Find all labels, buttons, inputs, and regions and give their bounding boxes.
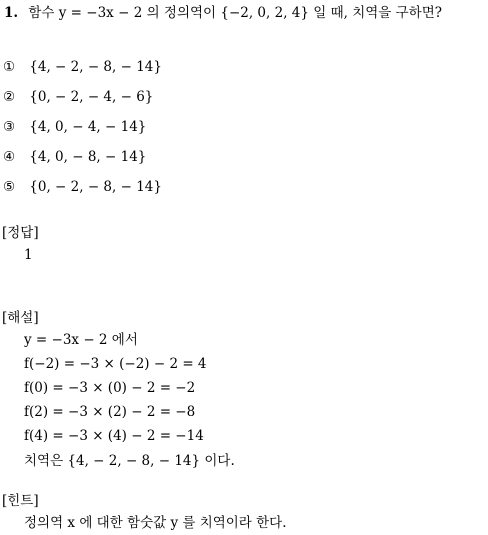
explanation-line-6: 치역은 {4, − 2, − 8, − 14} 이다. [24,453,235,469]
choice-1-text: {4, − 2, − 8, − 14} [29,59,162,75]
choice-4-mark: ④ [3,149,16,165]
question-number: 1. [4,5,19,21]
explanation-heading: [해설] [2,310,39,326]
answer-value: 1 [24,247,33,263]
choice-3[interactable] [3,117,146,137]
hint-text: 정의역 x 에 대한 함숫값 y 를 치역이라 한다. [24,515,287,531]
choice-1-mark: ① [3,59,16,75]
question-text: 함수 y = −3x − 2 의 정의역이 {−2, 0, 2, 4} 일 때, 치역을 구하면? [28,5,442,21]
choice-4[interactable] [3,147,146,167]
choice-5-mark: ⑤ [3,179,16,195]
explanation-line-1: y = −3x − 2 에서 [24,332,138,348]
choice-2-mark: ② [3,89,16,105]
choice-3-text: {4, 0, − 4, − 14} [29,119,147,135]
choice-1[interactable] [3,57,162,77]
choice-2-text: {0, − 2, − 4, − 6} [29,89,154,105]
choice-4-text: {4, 0, − 8, − 14} [29,149,147,165]
explanation-line-5: f(4) = −3 × (4) − 2 = −14 [24,428,204,444]
hint-heading: [힌트] [2,493,39,509]
choice-5-text: {0, − 2, − 8, − 14} [29,179,162,195]
explanation-line-3: f(0) = −3 × (0) − 2 = −2 [24,380,196,396]
choice-3-mark: ③ [3,119,16,135]
choice-2[interactable] [3,87,153,107]
answer-heading: [정답] [2,225,39,241]
choice-5[interactable] [3,177,162,197]
question-line [4,3,442,23]
explanation-line-4: f(2) = −3 × (2) − 2 = −8 [24,404,196,420]
explanation-line-2: f(−2) = −3 × (−2) − 2 = 4 [24,356,207,372]
